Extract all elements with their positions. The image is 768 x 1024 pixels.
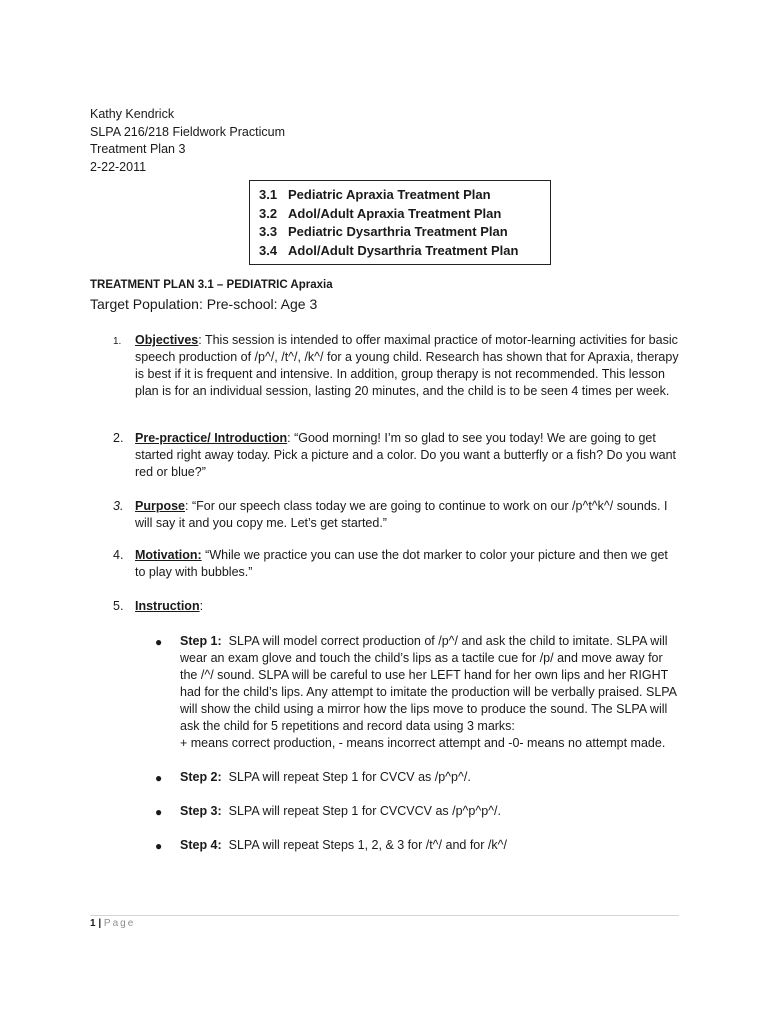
page-label: Page (103, 918, 136, 929)
list-item-separator: : (287, 431, 295, 445)
plan-number: 3.4 (259, 242, 278, 258)
step-body (180, 837, 680, 854)
bullet-icon: ● (155, 635, 163, 649)
step-label: Step 3: (180, 804, 222, 818)
plan-title: Pediatric Apraxia Treatment Plan (288, 187, 491, 202)
footer-divider (90, 915, 679, 916)
list-item-body (135, 332, 680, 400)
list-item-label: Objectives (135, 333, 199, 347)
plan-title: Adol/Adult Apraxia Treatment Plan (288, 205, 502, 221)
bullet-icon: ● (155, 805, 163, 819)
list-number: 2. (113, 431, 124, 445)
plan-number: 3.2 (259, 205, 278, 221)
list-item-separator: : (199, 599, 204, 613)
plan-list-item (259, 205, 550, 224)
step-label: Step 1: (180, 634, 222, 648)
page-footer (90, 918, 135, 929)
list-item-text: “Good morning! I’m so glad to see you today! We are going to get started right away today. Pick a picture and a color. Do you want a butterfly or a fish? Do you want red or blue?” (135, 431, 677, 479)
list-item-body (135, 430, 680, 481)
plan-title: Pediatric Dysarthria Treatment Plan (288, 224, 508, 239)
list-number: 4. (113, 548, 124, 562)
target-population: Target Population: Pre-school: Age 3 (90, 296, 318, 312)
list-number: 5. (113, 599, 124, 613)
course-name: SLPA 216/218 Fieldwork Practicum (90, 124, 286, 139)
list-item-body (135, 498, 680, 532)
section-title: TREATMENT PLAN 3.1 – PEDIATRIC Apraxia (90, 279, 333, 291)
step-text: SLPA will repeat Step 1 for CVCV as /p^p^/. (228, 770, 471, 784)
step-text: SLPA will model correct production of /p^/ and ask the child to imitate. SLPA will wear an exam glove and touch the child’s lips as a tactile cue for /p/ and move away for the /^/ sound. SLPA will be careful to use her LEFT hand for her own lips and her RIGHT had for the child’s lips. Any attempt to imitate the production will be verbally praised. SLPA will show the child using a mirror how the lips move to produce the sound. The SLPA will ask the child for 5 repetitions and record data using 3 marks: (180, 634, 677, 733)
page-number: 1 (90, 918, 96, 929)
document-header (90, 106, 285, 176)
list-item-label: Pre-practice/ Introduction (135, 431, 288, 445)
step-body (180, 803, 680, 820)
step-label: Step 2: (180, 770, 222, 784)
list-item-body (135, 547, 680, 581)
step-body (180, 633, 680, 752)
list-item-body (135, 598, 680, 615)
list-item-label: Motivation: (135, 548, 202, 562)
plan-list-box (249, 180, 551, 265)
plan-title: Adol/Adult Dysarthria Treatment Plan (288, 242, 519, 258)
bullet-icon: ● (155, 839, 163, 853)
bullet-icon: ● (155, 771, 163, 785)
step-label: Step 4: (180, 838, 222, 852)
step-body (180, 769, 680, 786)
step-text: SLPA will repeat Step 1 for CVCVCV as /p^p^p^/. (228, 804, 501, 818)
list-number: 3. (113, 499, 124, 513)
step-text-continued: + means correct production, - means incorrect attempt and -0- means no attempt made. (180, 736, 666, 750)
list-number: 1. (113, 336, 122, 347)
list-item-text: “While we practice you can use the dot marker to color your picture and then we get to play with bubbles.” (135, 548, 668, 579)
author-name: Kathy Kendrick (90, 107, 175, 121)
page-separator: | (95, 918, 104, 929)
list-item-text: This session is intended to offer maximal practice of motor-learning activities for basic speech production of /p^/, /t^/, /k^/ for a young child. Research has shown that for Apraxia, therapy is best if it is frequent and intensive. In addition, group therapy is not recommended. This lesson plan is for an individual session, lasting 20 minutes, and the child is to be seen 4 times per week. (135, 333, 679, 398)
list-item-label: Purpose (135, 499, 186, 513)
plan-name: Treatment Plan 3 (90, 142, 186, 156)
plan-list-item (259, 242, 550, 261)
list-item-separator: : (185, 499, 192, 513)
document-date: 2-22-2011 (90, 159, 147, 174)
list-item-text: “For our speech class today we are going to continue to work on our /p^t^k^/ sounds. I will say it and you copy me. Let’s get started.” (135, 499, 668, 530)
plan-number: 3.1 (259, 187, 278, 202)
plan-list-item (259, 186, 550, 205)
list-item-label: Instruction (135, 599, 200, 613)
step-text: SLPA will repeat Steps 1, 2, & 3 for /t^/ and for /k^/ (228, 838, 507, 852)
plan-list-item (259, 223, 550, 242)
list-item-separator: : (198, 333, 205, 347)
plan-number: 3.3 (259, 224, 278, 239)
